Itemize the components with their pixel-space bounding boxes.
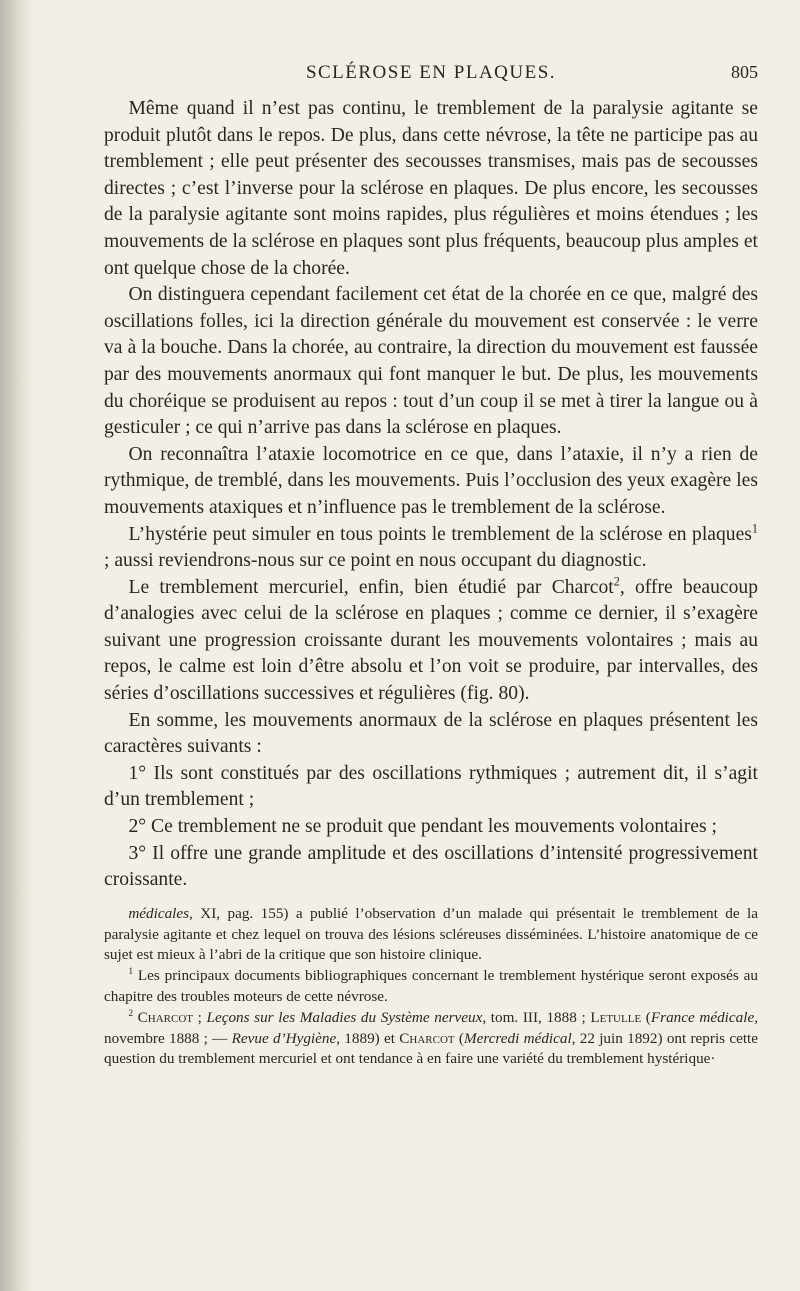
paragraph-9 bbox=[104, 841, 758, 894]
footnotes bbox=[104, 904, 758, 1070]
paragraph-1 bbox=[104, 96, 758, 282]
text-run: On distinguera cependant facilement cet état de la chorée en ce que, malgré des oscillations folles, ici la direction générale du mouvement est conservée : le verre va à la bouche. Dans la chorée, au contraire, la direction du mouvement est faussée par des mouvements anormaux qui font manquer le but. De plus, les mouvements du choréique se produisent au repos : tout d’un coup il se met à tirer la langue ou à gesticuler ; ce qui n’arrive pas dans la sclérose en plaques. bbox=[104, 284, 758, 439]
text-run: Letulle bbox=[590, 1008, 642, 1026]
paragraph-2 bbox=[104, 282, 758, 442]
text-run: , 22 juin 1892) ont repris cette question du tremblement mercuriel et ont tendance à en faire une variété du tremblement hystérique· bbox=[104, 1029, 759, 1068]
paragraph-3 bbox=[104, 442, 758, 522]
text-run: 3° Il offre une grande amplitude et des oscillations d’intensité progressivement croissante. bbox=[104, 842, 758, 891]
text-run: Revue d’Hygiène bbox=[231, 1029, 337, 1047]
text-run: , tom. III, 1888 ; bbox=[482, 1008, 591, 1026]
text-run: Mercredi médical bbox=[463, 1029, 572, 1047]
text-run: ( bbox=[641, 1008, 651, 1026]
text-run: , XI, pag. 155) a publié l’observation d’un malade qui présentait le tremblement de la paralysie agitante et chez lequel on trouva des lésions scléreuses disséminées. L’histoire anatomique de ce sujet est mieux à l’abri de la critique que son histoire clinique. bbox=[104, 904, 758, 964]
page-header bbox=[104, 62, 758, 96]
paragraph-7 bbox=[104, 761, 758, 814]
binding-gutter-shadow bbox=[0, 0, 34, 1291]
paragraph-4 bbox=[104, 522, 758, 575]
text-run: Leçons sur les Maladies du Système nerveux bbox=[206, 1008, 483, 1026]
footnote-marker[interactable]: 2 bbox=[613, 574, 620, 589]
text-run: En somme, les mouvements anormaux de la sclérose en plaques présentent les caractères suivants : bbox=[104, 709, 758, 758]
text-run: Les principaux documents bibliographiques concernant le tremblement hystérique seront exposés au chapitre des troubles moteurs de cette névrose. bbox=[104, 967, 758, 1005]
text-run: ; aussi reviendrons-nous sur ce point en nous occupant du diagnostic. bbox=[104, 550, 647, 572]
text-run: L’hystérie peut simuler en tous points le tremblement de la sclérose en plaques bbox=[128, 523, 752, 545]
text-run: 2° Ce tremblement ne se produit que pendant les mouvements volontaires ; bbox=[128, 816, 717, 838]
paragraph-8 bbox=[104, 814, 758, 841]
text-run: Charcot bbox=[399, 1029, 455, 1047]
text-run: médicales bbox=[128, 904, 190, 922]
footnote-marker[interactable]: 1 bbox=[128, 967, 134, 978]
text-run: ( bbox=[454, 1029, 464, 1047]
footnote-marker[interactable]: 2 bbox=[128, 1008, 134, 1019]
text-run: 1° Ils sont constitués par des oscillations rythmiques ; autrement dit, il s’agit d’un tremblement ; bbox=[104, 762, 758, 811]
text-run: , offre beaucoup d’analogies avec celui de la sclérose en plaques ; comme ce dernier, il s’exagère suivant une progression croissante durant les mouvements volontaires ; mais au repos, le calme est loin d’être absolu et l’on voit se produire, par intervalles, des séries d’oscillations successives et régulières (fig. 80). bbox=[104, 576, 759, 705]
footnote-1 bbox=[104, 904, 758, 966]
footnote-2 bbox=[104, 966, 758, 1008]
footnote-3 bbox=[104, 1008, 758, 1070]
paragraph-6 bbox=[104, 708, 758, 761]
text-run: France médicale bbox=[650, 1008, 755, 1026]
text-run: Même quand il n’est pas continu, le tremblement de la paralysie agitante se produit plutôt dans le repos. De plus, dans cette névrose, la tête ne participe pas au tremblement ; elle peut présenter des secousses transmises, mais pas de secousses directes ; c’est l’inverse pour la sclérose en plaques. De plus encore, les secousses de la paralysie agitante sont moins rapides, plus régulières et moins étendues ; les mouvements de la sclérose en plaques sont plus fréquents, beaucoup plus amples et ont quelque chose de la chorée. bbox=[104, 98, 758, 279]
running-title: SCLÉROSE EN PLAQUES. bbox=[305, 62, 557, 83]
text-run: ; bbox=[193, 1008, 207, 1026]
paragraph-5 bbox=[104, 575, 758, 708]
text-run: , novembre 1888 ; — bbox=[104, 1008, 758, 1047]
text-run: Le tremblement mercuriel, enfin, bien étudié par Charcot bbox=[128, 576, 614, 598]
text-run: Charcot bbox=[137, 1008, 194, 1026]
page-number: 805 bbox=[731, 62, 758, 82]
body-text bbox=[104, 96, 758, 894]
footnote-marker[interactable]: 1 bbox=[751, 520, 758, 535]
text-run: On reconnaîtra l’ataxie locomotrice en ce que, dans l’ataxie, il n’y a rien de rythmique, de tremblé, dans les mouvements. Puis l’occlusion des yeux exagère les mouvements ataxiques et n’influence pas le tremblement de la sclérose. bbox=[104, 443, 758, 518]
book-page bbox=[104, 62, 758, 1070]
text-run: , 1889) et bbox=[336, 1029, 400, 1047]
